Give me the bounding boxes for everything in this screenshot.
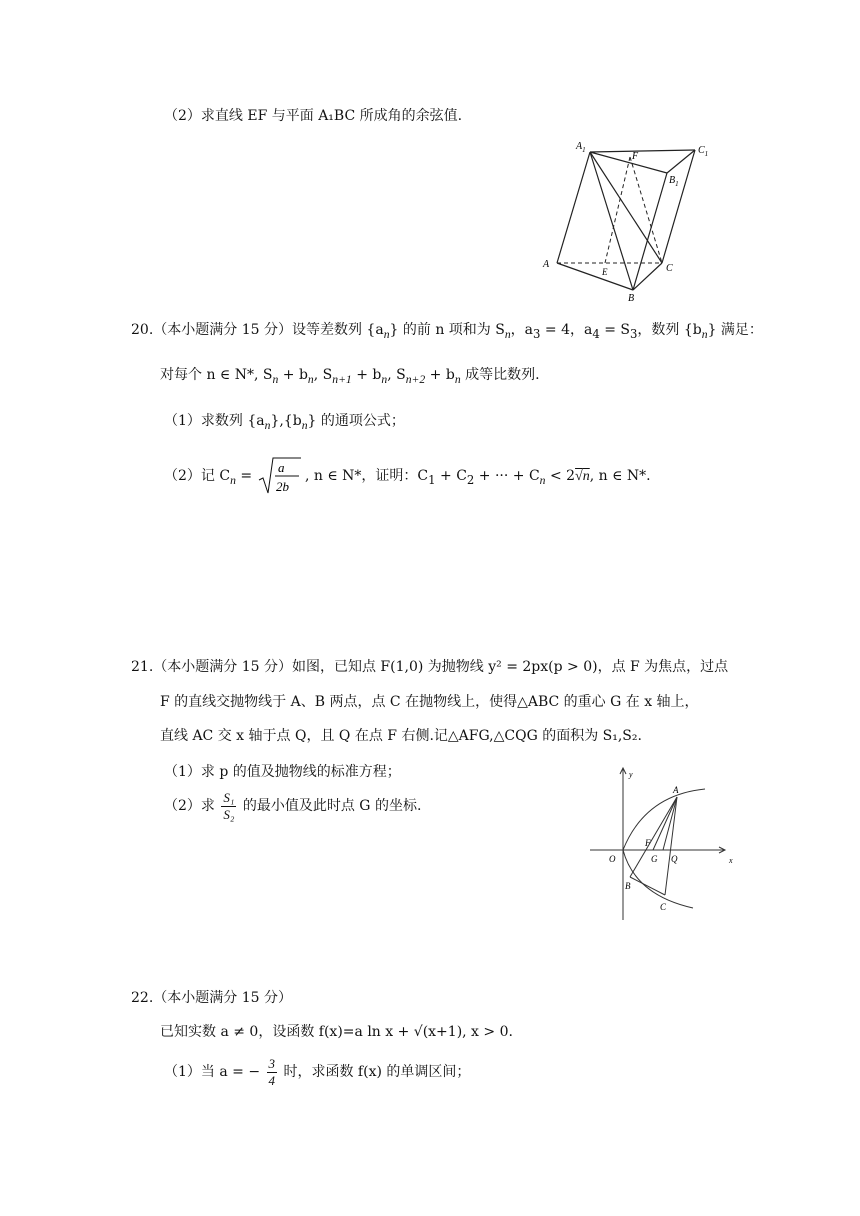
label-x: x — [729, 856, 733, 865]
q21-line1: 21.（本小题满分 15 分）如图，已知点 F(1,0) 为抛物线 y² = 2px(p > 0)，点 F 为焦点，过点 — [131, 659, 729, 675]
q21-line3: 直线 AC 交 x 轴于点 Q，且 Q 在点 F 右侧.记△AFG,△CQG 的面积为 S₁,S₂. — [160, 728, 642, 744]
q22-part1: （1）当 a = − $\frac{3}{4}$ 时，求函数 f(x) 的单调区间； — [164, 1055, 471, 1088]
prism-figure — [540, 135, 740, 305]
label-B1: $B_1$ — [669, 175, 679, 188]
label-C: C — [660, 902, 667, 912]
q21-part2: （2）求 $\frac{\text{S₁}}{\text{S₂}}$ 的最小值及此时点 G 的坐标. — [164, 789, 422, 822]
q21-line2: F 的直线交抛物线于 A、B 两点，点 C 在抛物线上，使得△ABC 的重心 G 在 x 轴上， — [160, 694, 699, 710]
q19-part2-text: （2）求直线 EF 与平面 A₁BC 所成角的余弦值. — [164, 108, 463, 124]
label-A1: $A_1$ — [576, 141, 586, 154]
label-A: A — [673, 785, 679, 795]
label-A: A — [543, 259, 550, 270]
label-y: y — [629, 770, 633, 779]
label-G: G — [651, 854, 658, 864]
s1-over-s2: $\frac{\text{S₁}}{\text{S₂}}$ — [223, 789, 235, 822]
q20-header: 20.（本小题满分 15 分）设等差数列 $\{a_n\}$ 的前 n 项和为 $S_n$，$a_3 = 4$，$a_4 = S_3$，数列 $\{b_n\}$ 满足： — [131, 322, 763, 341]
label-C: C — [666, 263, 673, 274]
q20-part2: （2）记 $C_n$ = a 2b , n ∈ N*，证明：$C_1 + C_2$ + ··· + $C_n < 2√n$, n ∈ N*. — [164, 456, 651, 496]
parabola-figure — [585, 765, 755, 925]
q22-header: 22.（本小题满分 15 分） — [131, 990, 292, 1006]
svg-text:2b: 2b — [275, 479, 289, 494]
label-B: B — [625, 881, 631, 891]
q21-part1: （1）求 p 的值及抛物线的标准方程； — [164, 764, 401, 780]
label-Q: Q — [671, 854, 678, 864]
sqrt-fraction — [257, 456, 301, 496]
label-B: B — [628, 293, 635, 304]
three-quarters: $\frac{3}{4}$ — [268, 1055, 276, 1088]
q20-part1: （1）求数列 $\{a_n\},\{b_n\}$ 的通项公式； — [164, 413, 405, 432]
q22-line1: 已知实数 a ≠ 0，设函数 f(x)=a ln x + √(x+1), x > 0. — [160, 1024, 513, 1040]
q20-condition: 对每个 n ∈ N*, $S_n + b_n$, $S_{n+1} + b_n$, $S_{n+2} + b_n$ 成等比数列. — [160, 367, 540, 386]
svg-text:a: a — [277, 460, 285, 475]
label-C1: $C_1$ — [698, 145, 709, 158]
label-F: F — [645, 838, 651, 848]
label-F: F — [632, 151, 639, 162]
label-O: O — [609, 854, 616, 864]
label-E: E — [602, 267, 608, 277]
